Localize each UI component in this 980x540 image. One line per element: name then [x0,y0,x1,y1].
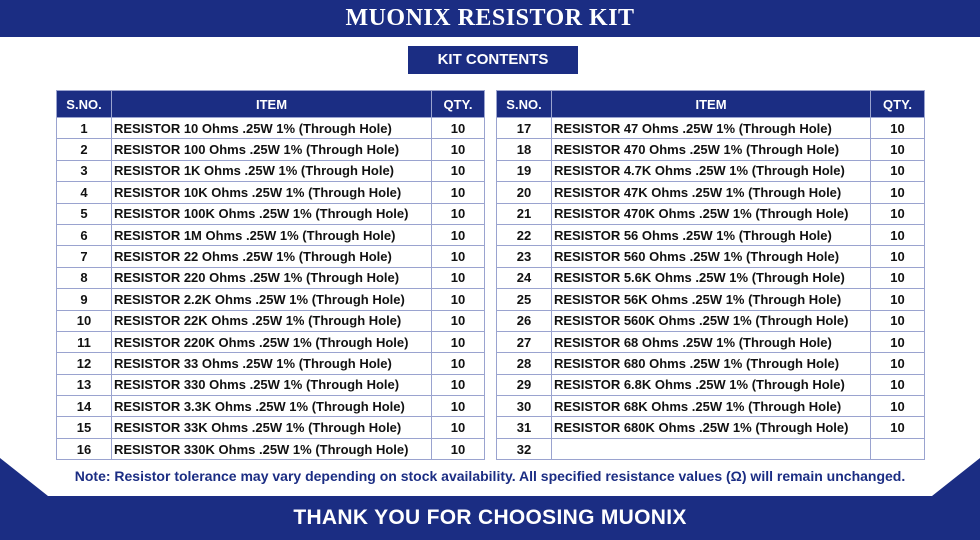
cell-sno: 11 [57,331,112,352]
cell-sno: 5 [57,203,112,224]
cell-qty: 10 [432,160,485,181]
cell-sno: 25 [497,289,552,310]
table-row [57,438,485,459]
cell-qty: 10 [871,118,925,139]
column-header-sno: S.NO. [497,91,552,118]
cell-item: RESISTOR 56K Ohms .25W 1% (Through Hole) [552,289,871,310]
table-row [57,224,485,245]
cell-item: RESISTOR 680K Ohms .25W 1% (Through Hole) [552,417,871,438]
cell-sno: 14 [57,396,112,417]
table-row [57,267,485,288]
cell-item: RESISTOR 100 Ohms .25W 1% (Through Hole) [112,139,432,160]
cell-sno: 3 [57,160,112,181]
cell-sno: 19 [497,160,552,181]
table-row [57,160,485,181]
table-row [497,267,925,288]
table-row [497,438,925,459]
cell-qty: 10 [432,289,485,310]
cell-qty: 10 [871,224,925,245]
table-row [497,182,925,203]
cell-item: RESISTOR 10K Ohms .25W 1% (Through Hole) [112,182,432,203]
cell-qty: 10 [871,203,925,224]
cell-sno: 29 [497,374,552,395]
cell-qty: 10 [871,246,925,267]
column-header-sno: S.NO. [57,91,112,118]
cell-item [552,438,871,459]
cell-qty: 10 [871,289,925,310]
table-row [57,396,485,417]
cell-qty: 10 [871,353,925,374]
cell-item: RESISTOR 220K Ohms .25W 1% (Through Hole) [112,331,432,352]
cell-item: RESISTOR 68 Ohms .25W 1% (Through Hole) [552,331,871,352]
table-row [497,396,925,417]
cell-sno: 31 [497,417,552,438]
cell-item: RESISTOR 56 Ohms .25W 1% (Through Hole) [552,224,871,245]
cell-item: RESISTOR 1K Ohms .25W 1% (Through Hole) [112,160,432,181]
column-header-qty: QTY. [432,91,485,118]
table-row [497,203,925,224]
cell-qty: 10 [432,182,485,203]
cell-qty: 10 [432,331,485,352]
table-row [57,139,485,160]
cell-sno: 12 [57,353,112,374]
table-row [497,331,925,352]
thank-you-message: THANK YOU FOR CHOOSING MUONIX [293,506,687,529]
cell-sno: 17 [497,118,552,139]
cell-sno: 1 [57,118,112,139]
cell-sno: 28 [497,353,552,374]
table-row [497,289,925,310]
cell-item: RESISTOR 560 Ohms .25W 1% (Through Hole) [552,246,871,267]
cell-sno: 9 [57,289,112,310]
cell-item: RESISTOR 1M Ohms .25W 1% (Through Hole) [112,224,432,245]
cell-item: RESISTOR 680 Ohms .25W 1% (Through Hole) [552,353,871,374]
table-row [57,353,485,374]
cell-qty: 10 [432,139,485,160]
cell-sno: 15 [57,417,112,438]
cell-qty: 10 [871,182,925,203]
cell-sno: 23 [497,246,552,267]
table-row [57,374,485,395]
cell-sno: 20 [497,182,552,203]
cell-qty: 10 [871,417,925,438]
table-row [57,246,485,267]
table-header-row [497,91,925,118]
cell-sno: 10 [57,310,112,331]
table-header-row [57,91,485,118]
cell-sno: 22 [497,224,552,245]
cell-item: RESISTOR 47K Ohms .25W 1% (Through Hole) [552,182,871,203]
table-row [497,353,925,374]
column-header-item: ITEM [112,91,432,118]
cell-sno: 24 [497,267,552,288]
cell-item: RESISTOR 4.7K Ohms .25W 1% (Through Hole) [552,160,871,181]
cell-sno: 7 [57,246,112,267]
cell-qty: 10 [432,203,485,224]
cell-sno: 13 [57,374,112,395]
table-row [57,118,485,139]
cell-item: RESISTOR 3.3K Ohms .25W 1% (Through Hole) [112,396,432,417]
cell-qty: 10 [432,438,485,459]
cell-item: RESISTOR 10 Ohms .25W 1% (Through Hole) [112,118,432,139]
cell-sno: 8 [57,267,112,288]
cell-item: RESISTOR 22K Ohms .25W 1% (Through Hole) [112,310,432,331]
cell-qty: 10 [432,417,485,438]
cell-sno: 27 [497,331,552,352]
cell-item: RESISTOR 33 Ohms .25W 1% (Through Hole) [112,353,432,374]
table-row [57,310,485,331]
cell-qty: 10 [871,374,925,395]
cell-item: RESISTOR 100K Ohms .25W 1% (Through Hole) [112,203,432,224]
cell-sno: 18 [497,139,552,160]
cell-item: RESISTOR 68K Ohms .25W 1% (Through Hole) [552,396,871,417]
cell-item: RESISTOR 2.2K Ohms .25W 1% (Through Hole) [112,289,432,310]
table-row [57,417,485,438]
cell-qty: 10 [871,396,925,417]
cell-item: RESISTOR 5.6K Ohms .25W 1% (Through Hole) [552,267,871,288]
kit-table-left [56,90,485,460]
cell-item: RESISTOR 330K Ohms .25W 1% (Through Hole) [112,438,432,459]
cell-qty: 10 [432,396,485,417]
table-row [57,203,485,224]
cell-sno: 32 [497,438,552,459]
table-row [57,331,485,352]
cell-qty: 10 [432,246,485,267]
table-row [497,417,925,438]
cell-qty: 10 [432,374,485,395]
cell-item: RESISTOR 330 Ohms .25W 1% (Through Hole) [112,374,432,395]
cell-item: RESISTOR 47 Ohms .25W 1% (Through Hole) [552,118,871,139]
cell-qty: 10 [871,310,925,331]
table-row [497,374,925,395]
cell-qty: 10 [871,139,925,160]
cell-qty: 10 [871,160,925,181]
table-row [497,118,925,139]
column-header-item: ITEM [552,91,871,118]
cell-sno: 16 [57,438,112,459]
cell-item: RESISTOR 220 Ohms .25W 1% (Through Hole) [112,267,432,288]
page-title: MUONIX RESISTOR KIT [0,0,980,37]
table-row [497,160,925,181]
column-header-qty: QTY. [871,91,925,118]
cell-sno: 2 [57,139,112,160]
cell-qty: 10 [432,267,485,288]
table-row [57,182,485,203]
cell-sno: 26 [497,310,552,331]
cell-sno: 21 [497,203,552,224]
table-row [497,310,925,331]
cell-qty [871,438,925,459]
cell-qty: 10 [432,224,485,245]
cell-item: RESISTOR 560K Ohms .25W 1% (Through Hole) [552,310,871,331]
cell-item: RESISTOR 6.8K Ohms .25W 1% (Through Hole) [552,374,871,395]
tolerance-note: Note: Resistor tolerance may vary depending on stock availability. All specified resistance values (Ω) will remain unchanged. [74,468,906,484]
cell-qty: 10 [432,310,485,331]
cell-item: RESISTOR 33K Ohms .25W 1% (Through Hole) [112,417,432,438]
cell-qty: 10 [871,331,925,352]
cell-item: RESISTOR 470K Ohms .25W 1% (Through Hole) [552,203,871,224]
table-row [497,224,925,245]
table-row [57,289,485,310]
cell-qty: 10 [432,353,485,374]
table-row [497,139,925,160]
cell-item: RESISTOR 470 Ohms .25W 1% (Through Hole) [552,139,871,160]
kit-table-right [496,90,925,460]
table-row [497,246,925,267]
cell-qty: 10 [871,267,925,288]
cell-sno: 30 [497,396,552,417]
cell-sno: 6 [57,224,112,245]
cell-sno: 4 [57,182,112,203]
kit-contents-badge: KIT CONTENTS [408,46,578,74]
cell-item: RESISTOR 22 Ohms .25W 1% (Through Hole) [112,246,432,267]
cell-qty: 10 [432,118,485,139]
